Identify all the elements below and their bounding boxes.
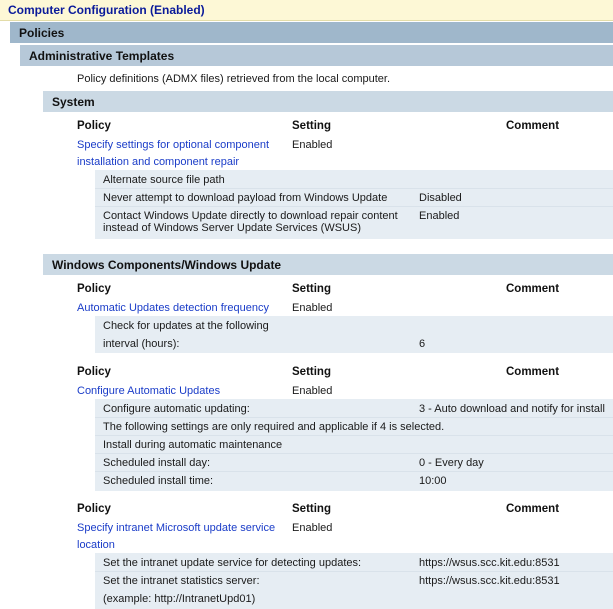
row-divider [95,334,613,335]
computer-configuration-title[interactable]: Computer Configuration (Enabled) [8,3,205,17]
setting-column-header: Setting [292,366,331,378]
setting-column-header: Setting [292,120,331,132]
policy-setting-value: Enabled [292,302,333,314]
row-divider [95,453,613,454]
setting-label: The following settings are only required and applicable if 4 is selected. [103,421,445,433]
policy-setting-value: Enabled [292,385,333,397]
administrative-templates-title: Administrative Templates [29,49,175,63]
setting-label: Set the intranet statistics server: [103,575,260,587]
setting-value: 0 - Every day [419,457,484,469]
administrative-templates-header[interactable] [20,45,613,66]
policies-header[interactable] [10,22,613,43]
policy-column-header: Policy [77,503,111,515]
admx-note: Policy definitions (ADMX files) retrieved from the local computer. [77,73,391,85]
setting-label: Contact Windows Update directly to download repair content [103,210,398,222]
policy-column-header: Policy [77,366,111,378]
policy-setting-value: Enabled [292,522,333,534]
system-section-title: System [52,95,95,109]
setting-label: Scheduled install day: [103,457,211,469]
row-divider [95,435,613,436]
row-divider [95,417,613,418]
setting-label: (example: http://IntranetUpd01) [103,593,256,605]
comment-column-header: Comment [506,503,560,515]
setting-value: 10:00 [419,475,447,487]
setting-column-header: Setting [292,283,331,295]
setting-value: https://wsus.scc.kit.edu:8531 [419,575,560,587]
policy-link-detection-frequency[interactable]: Automatic Updates detection frequency [77,302,270,314]
setting-value: 6 [419,338,426,350]
setting-value: Disabled [419,192,462,204]
setting-label: Check for updates at the following [103,320,269,332]
policy-column-header: Policy [77,120,111,132]
policy-column-header: Policy [77,283,111,295]
policy-link-optional-component[interactable]: Specify settings for optional component [77,139,270,151]
setting-label: Install during automatic maintenance [103,439,283,451]
setting-label: Never attempt to download payload from Windows Update [103,192,388,204]
setting-label: Alternate source file path [103,174,225,186]
policy-link-configure-automatic-updates[interactable]: Configure Automatic Updates [77,385,221,397]
setting-label-line2: instead of Windows Server Update Services (WSUS) [103,222,361,234]
comment-column-header: Comment [506,283,560,295]
policies-title: Policies [19,26,65,40]
system-section-header[interactable] [43,91,613,112]
setting-label: Scheduled install time: [103,475,214,487]
setting-label-line2: interval (hours): [103,338,180,350]
setting-column-header: Setting [292,503,331,515]
policy-link-intranet-update-service[interactable]: Specify intranet Microsoft update service [77,522,276,534]
row-divider [95,471,613,472]
setting-value: Enabled [419,210,460,222]
policy-link-optional-component-line2[interactable]: installation and component repair [77,156,240,168]
setting-label: Configure automatic updating: [103,403,250,415]
comment-column-header: Comment [506,366,560,378]
row-divider [95,188,613,189]
row-divider [95,571,613,572]
policy-link-intranet-update-service-line2[interactable]: location [77,539,115,551]
windows-update-section-title: Windows Components/Windows Update [52,258,282,272]
row-divider [95,206,613,207]
policy-setting-value: Enabled [292,139,333,151]
setting-value: https://wsus.scc.kit.edu:8531 [419,557,560,569]
windows-update-section-header[interactable] [43,254,613,275]
computer-configuration-header[interactable] [0,0,613,21]
setting-label: Set the intranet update service for detecting updates: [103,557,362,569]
setting-value: 3 - Auto download and notify for install [419,403,605,415]
comment-column-header: Comment [506,120,560,132]
